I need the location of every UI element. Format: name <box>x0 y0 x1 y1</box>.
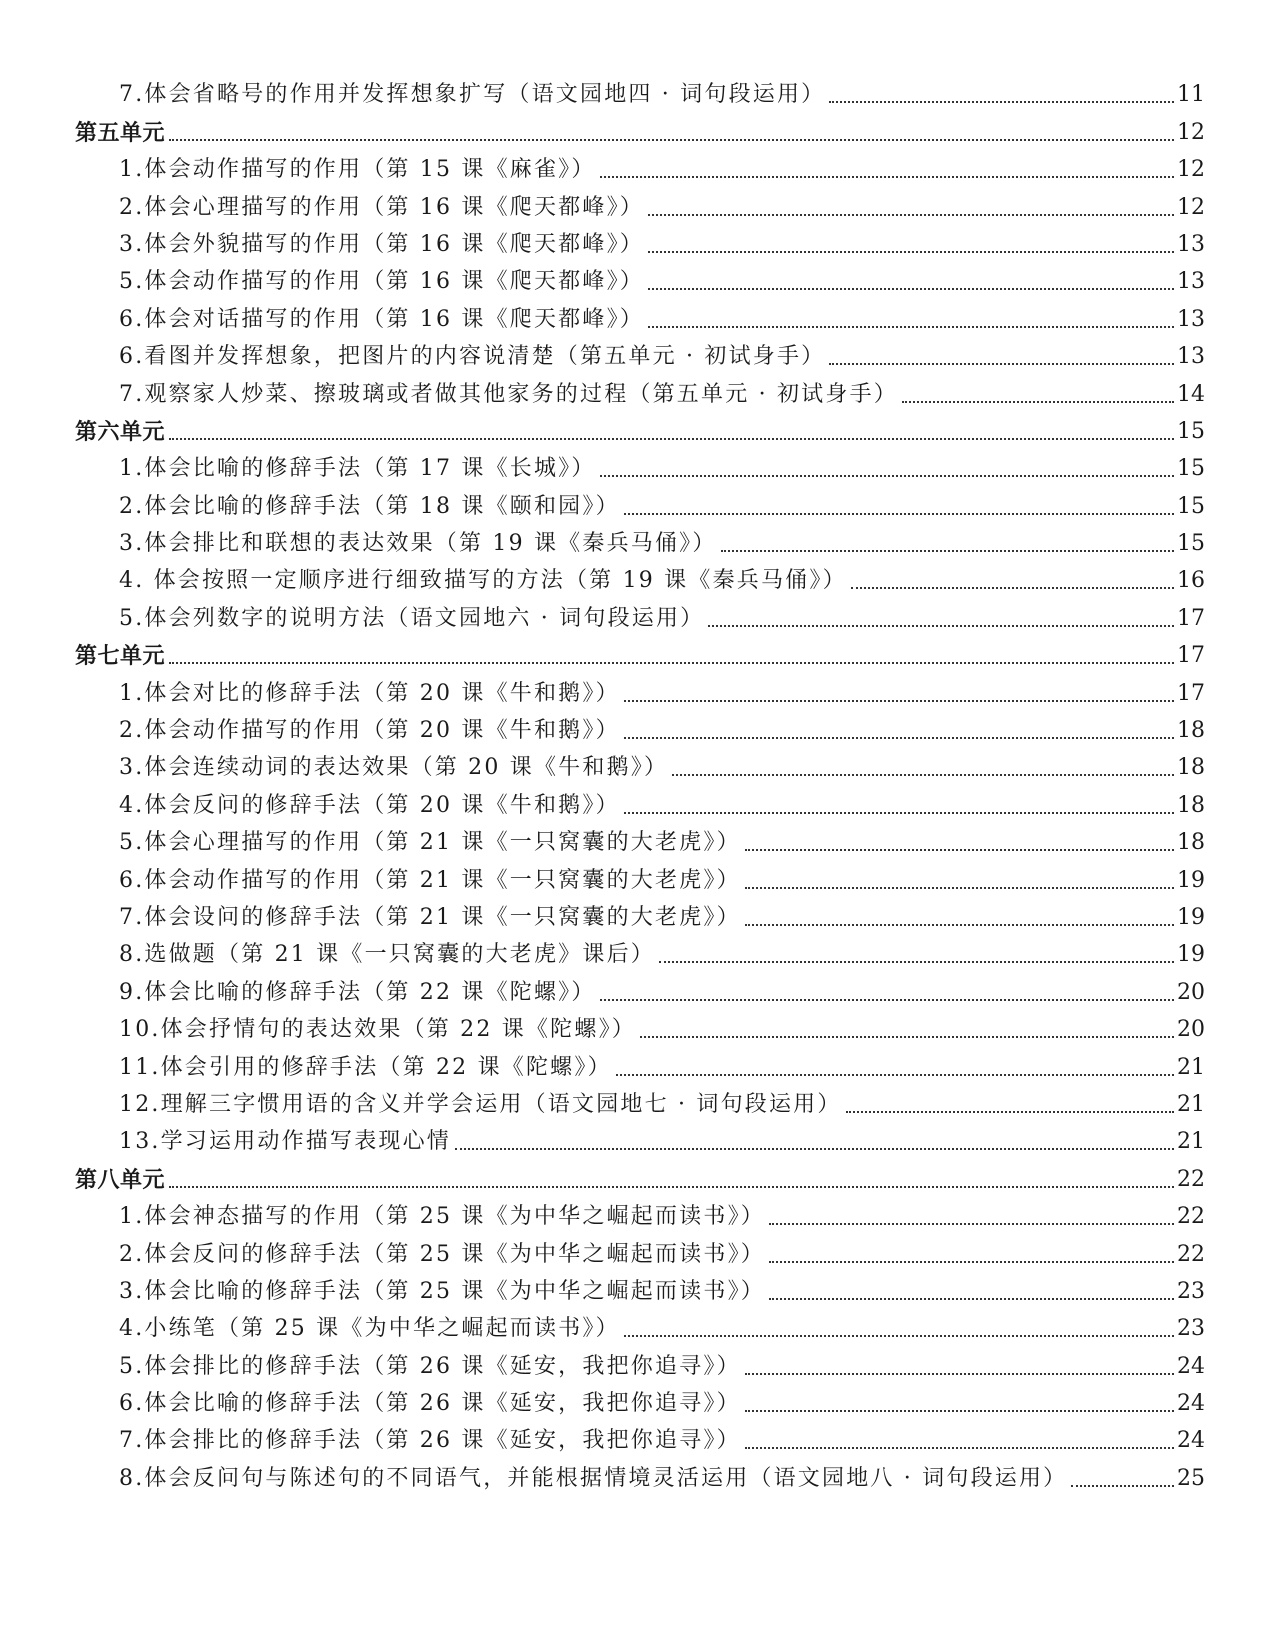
toc-entry-title: 6.体会动作描写的作用（第 21 课《一只窝囊的大老虎》） <box>119 867 741 893</box>
toc-entry[interactable] <box>75 72 1205 109</box>
toc-entry-title: 第八单元 <box>75 1166 166 1193</box>
dot-leader <box>851 586 1174 589</box>
toc-entry[interactable] <box>75 1044 1205 1081</box>
toc-entry[interactable] <box>75 1119 1205 1156</box>
dot-leader <box>640 1035 1174 1038</box>
dot-leader <box>829 100 1174 103</box>
dot-leader <box>624 811 1174 814</box>
toc-entry-title: 7.体会省略号的作用并发挥想象扩写（语文园地四 · 词句段运用） <box>119 82 826 108</box>
toc-entry[interactable] <box>75 932 1205 969</box>
toc-page-number: 23 <box>1177 1316 1205 1342</box>
toc-entry-title: 2.体会比喻的修辞手法（第 18 课《颐和园》） <box>119 493 620 519</box>
toc-entry[interactable] <box>75 969 1205 1006</box>
toc-unit-heading[interactable] <box>75 109 1205 146</box>
toc-page-number: 19 <box>1177 942 1205 968</box>
toc-page-number: 17 <box>1177 605 1205 631</box>
toc-entry-title: 1.体会比喻的修辞手法（第 17 课《长城》） <box>119 456 596 482</box>
toc-entry-title: 7.体会设问的修辞手法（第 21 课《一只窝囊的大老虎》） <box>119 904 741 930</box>
dot-leader <box>624 1334 1174 1337</box>
toc-entry-title: 4.小练笔（第 25 课《为中华之崛起而读书》） <box>119 1316 620 1342</box>
dot-leader <box>616 1073 1174 1076</box>
toc-unit-heading[interactable] <box>75 633 1205 670</box>
toc-entry-title: 12.理解三字惯用语的含义并学会运用（语文园地七 · 词句段运用） <box>119 1091 842 1117</box>
toc-entry[interactable] <box>75 1306 1205 1343</box>
table-of-contents <box>75 72 1205 1493</box>
toc-page-number: 21 <box>1177 1091 1205 1117</box>
toc-page-number: 12 <box>1177 157 1205 183</box>
toc-entry-title: 5.体会心理描写的作用（第 21 课《一只窝囊的大老虎》） <box>119 830 741 856</box>
toc-page-number: 22 <box>1177 1204 1205 1230</box>
toc-page-number: 21 <box>1177 1054 1205 1080</box>
toc-entry-title: 7.观察家人炒菜、擦玻璃或者做其他家务的过程（第五单元 · 初试身手） <box>119 381 898 407</box>
dot-leader <box>624 512 1174 515</box>
dot-leader <box>169 437 1174 440</box>
toc-page-number: 22 <box>1177 1241 1205 1267</box>
dot-leader <box>769 1297 1174 1300</box>
dot-leader <box>648 325 1174 328</box>
dot-leader <box>745 886 1174 889</box>
toc-entry[interactable] <box>75 670 1205 707</box>
toc-entry[interactable] <box>75 857 1205 894</box>
toc-entry-title: 1.体会神态描写的作用（第 25 课《为中华之崛起而读书》） <box>119 1204 765 1230</box>
toc-entry-title: 11.体会引用的修辞手法（第 22 课《陀螺》） <box>119 1054 612 1080</box>
toc-entry-title: 第五单元 <box>75 119 166 146</box>
toc-entry[interactable] <box>75 745 1205 782</box>
toc-entry-title: 2.体会心理描写的作用（第 16 课《爬天都峰》） <box>119 194 644 220</box>
toc-entry-title: 9.体会比喻的修辞手法（第 22 课《陀螺》） <box>119 979 596 1005</box>
toc-page-number: 18 <box>1177 830 1205 856</box>
dot-leader <box>648 250 1174 253</box>
toc-entry-title: 7.体会排比的修辞手法（第 26 课《延安，我把你追寻》） <box>119 1428 741 1454</box>
toc-entry[interactable] <box>75 895 1205 932</box>
toc-entry[interactable] <box>75 1455 1205 1492</box>
dot-leader <box>624 699 1174 702</box>
toc-page-number: 18 <box>1177 792 1205 818</box>
toc-entry[interactable] <box>75 296 1205 333</box>
dot-leader <box>600 175 1174 178</box>
dot-leader <box>745 848 1174 851</box>
toc-entry[interactable] <box>75 446 1205 483</box>
dot-leader <box>672 773 1174 776</box>
toc-entry[interactable] <box>75 820 1205 857</box>
toc-page-number: 17 <box>1177 643 1205 669</box>
dot-leader <box>708 624 1174 627</box>
toc-entry-title: 4.体会反问的修辞手法（第 20 课《牛和鹅》） <box>119 792 620 818</box>
dot-leader <box>169 138 1174 141</box>
toc-page-number: 14 <box>1177 381 1205 407</box>
dot-leader <box>648 213 1174 216</box>
toc-entry[interactable] <box>75 1381 1205 1418</box>
toc-entry[interactable] <box>75 708 1205 745</box>
toc-entry-title: 5.体会动作描写的作用（第 16 课《爬天都峰》） <box>119 269 644 295</box>
toc-entry-title: 6.看图并发挥想象，把图片的内容说清楚（第五单元 · 初试身手） <box>119 344 826 370</box>
toc-entry[interactable] <box>75 371 1205 408</box>
toc-entry-title: 2.体会反问的修辞手法（第 25 课《为中华之崛起而读书》） <box>119 1241 765 1267</box>
toc-entry[interactable] <box>75 1269 1205 1306</box>
dot-leader <box>829 362 1174 365</box>
toc-entry-title: 4. 体会按照一定顺序进行细致描写的方法（第 19 课《秦兵马俑》） <box>119 568 847 594</box>
toc-page-number: 21 <box>1177 1129 1205 1155</box>
dot-leader <box>769 1222 1174 1225</box>
dot-leader <box>600 474 1174 477</box>
dot-leader <box>721 549 1174 552</box>
toc-entry-title: 3.体会比喻的修辞手法（第 25 课《为中华之崛起而读书》） <box>119 1278 765 1304</box>
toc-page-number: 15 <box>1177 531 1205 557</box>
toc-entry[interactable] <box>75 222 1205 259</box>
dot-leader <box>648 287 1174 290</box>
toc-page-number: 13 <box>1177 231 1205 257</box>
toc-entry-title: 3.体会外貌描写的作用（第 16 课《爬天都峰》） <box>119 231 644 257</box>
toc-entry-title: 第六单元 <box>75 418 166 445</box>
toc-entry-title: 6.体会对话描写的作用（第 16 课《爬天都峰》） <box>119 306 644 332</box>
dot-leader <box>169 661 1174 664</box>
toc-page-number: 19 <box>1177 904 1205 930</box>
toc-page-number: 11 <box>1177 82 1205 108</box>
dot-leader <box>169 1185 1174 1188</box>
toc-entry[interactable] <box>75 558 1205 595</box>
toc-page-number: 13 <box>1177 344 1205 370</box>
toc-page-number: 13 <box>1177 269 1205 295</box>
toc-entry[interactable] <box>75 259 1205 296</box>
dot-leader <box>624 736 1174 739</box>
toc-entry[interactable] <box>75 1343 1205 1380</box>
dot-leader <box>846 1110 1174 1113</box>
dot-leader <box>745 923 1174 926</box>
toc-page-number: 25 <box>1177 1465 1205 1491</box>
dot-leader <box>600 998 1174 1001</box>
dot-leader <box>745 1446 1174 1449</box>
toc-page-number: 23 <box>1177 1278 1205 1304</box>
dot-leader <box>769 1260 1174 1263</box>
toc-page-number: 16 <box>1177 568 1205 594</box>
toc-entry-title: 8.体会反问句与陈述句的不同语气，并能根据情境灵活运用（语文园地八 · 词句段运用） <box>119 1465 1068 1491</box>
toc-page-number: 13 <box>1177 306 1205 332</box>
dot-leader <box>455 1147 1174 1150</box>
dot-leader <box>1071 1484 1174 1487</box>
toc-entry[interactable] <box>75 147 1205 184</box>
toc-entry-title: 3.体会排比和联想的表达效果（第 19 课《秦兵马俑》） <box>119 531 717 557</box>
toc-entry[interactable] <box>75 483 1205 520</box>
toc-page-number: 15 <box>1177 456 1205 482</box>
toc-page-number: 15 <box>1177 418 1205 444</box>
toc-entry[interactable] <box>75 334 1205 371</box>
toc-unit-heading[interactable] <box>75 1156 1205 1193</box>
toc-page-number: 24 <box>1177 1353 1205 1379</box>
toc-entry[interactable] <box>75 782 1205 819</box>
toc-page-number: 18 <box>1177 755 1205 781</box>
toc-page-number: 24 <box>1177 1428 1205 1454</box>
toc-page-number: 20 <box>1177 979 1205 1005</box>
toc-entry-title: 5.体会列数字的说明方法（语文园地六 · 词句段运用） <box>119 605 705 631</box>
toc-entry[interactable] <box>75 184 1205 221</box>
toc-entry-title: 8.选做题（第 21 课《一只窝囊的大老虎》课后） <box>119 942 655 968</box>
toc-page-number: 22 <box>1177 1166 1205 1192</box>
toc-entry-title: 3.体会连续动词的表达效果（第 20 课《牛和鹅》） <box>119 755 669 781</box>
toc-page-number: 15 <box>1177 493 1205 519</box>
toc-entry-title: 第七单元 <box>75 643 166 670</box>
toc-page-number: 18 <box>1177 718 1205 744</box>
toc-entry-title: 10.体会抒情句的表达效果（第 22 课《陀螺》） <box>119 1017 636 1043</box>
toc-entry-title: 2.体会动作描写的作用（第 20 课《牛和鹅》） <box>119 718 620 744</box>
toc-entry-title: 6.体会比喻的修辞手法（第 26 课《延安，我把你追寻》） <box>119 1391 741 1417</box>
toc-page-number: 20 <box>1177 1017 1205 1043</box>
dot-leader <box>745 1372 1174 1375</box>
toc-entry-title: 1.体会对比的修辞手法（第 20 课《牛和鹅》） <box>119 680 620 706</box>
toc-entry-title: 5.体会排比的修辞手法（第 26 课《延安，我把你追寻》） <box>119 1353 741 1379</box>
toc-entry[interactable] <box>75 1418 1205 1455</box>
dot-leader <box>902 400 1174 403</box>
toc-entry[interactable] <box>75 1231 1205 1268</box>
toc-page-number: 19 <box>1177 867 1205 893</box>
toc-entry[interactable] <box>75 1082 1205 1119</box>
dot-leader <box>745 1409 1174 1412</box>
toc-page-number: 24 <box>1177 1391 1205 1417</box>
toc-entry[interactable] <box>75 595 1205 632</box>
dot-leader <box>659 960 1174 963</box>
toc-entry[interactable] <box>75 1007 1205 1044</box>
toc-entry-title: 1.体会动作描写的作用（第 15 课《麻雀》） <box>119 157 596 183</box>
toc-page-number: 12 <box>1177 119 1205 145</box>
toc-unit-heading[interactable] <box>75 409 1205 446</box>
toc-page-number: 12 <box>1177 194 1205 220</box>
toc-page-number: 17 <box>1177 680 1205 706</box>
toc-entry[interactable] <box>75 1194 1205 1231</box>
toc-entry-title: 13.学习运用动作描写表现心情 <box>119 1129 451 1155</box>
toc-entry[interactable] <box>75 521 1205 558</box>
